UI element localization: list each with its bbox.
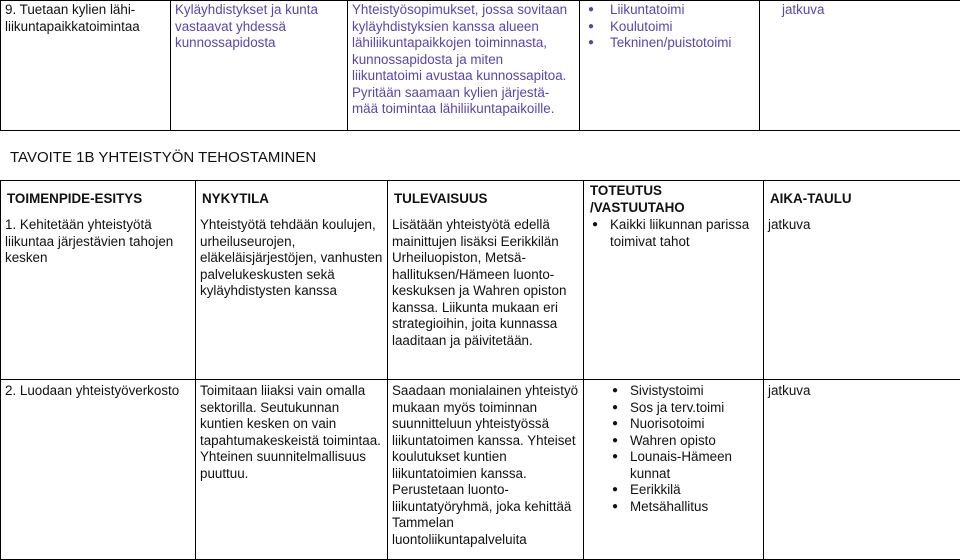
list-item: ● Wahren opisto [608,433,759,450]
measure-cell [1,380,196,560]
responsible-list [584,2,755,52]
schedule-cell [764,380,960,560]
column-header: TOIMENPIDE-ESITYS [1,181,196,217]
column-header: TOTEUTUS /VASTUUTAHO [584,181,764,217]
table-row [1,380,960,560]
list-item: ● Lounais-Hämeen kunnat [608,449,759,482]
current-state-cell [196,216,388,380]
responsible-list [588,217,759,250]
measure-cell [1,216,196,380]
list-item: ● Sos ja terv.toimi [608,400,759,417]
future-text: Saadaan monialainen yhteistyö mukaan myös toiminnan suunnitteluun yhteistyössä liikuntatoimen kanssa. Yhteiset koulutukset kuntien liikuntatoimien kanssa. Perustetaan luonto-liikuntatyöryhmä, joka kehittää Tammelan luontoliikuntapalveluita [392,383,578,547]
list-item: ● Tekninen/puistotoimi [588,35,755,52]
measure-text: 9. Tuetaan kylien lähi-liikuntapaikkatoimintaa [5,2,140,34]
list-item: ● Koulutoimi [588,19,755,36]
current-state-cell [196,380,388,560]
responsible-cell [584,216,764,380]
list-item: ● Metsähallitus [608,499,759,516]
goal-heading: TAVOITE 1B YHTEISTYÖN TEHOSTAMINEN [10,150,316,167]
future-text: Lisätään yhteistyötä edellä mainittujen lisäksi Eerikkilän Urheiluopiston, Metsä-hallituksen/Hämeen luonto-keskuksen ja Wahren opiston kanssa. Liikunta mukaan eri strategioihin, joita kunnassa laaditaan ja päivitetään. [392,217,566,348]
current-state-cell [171,1,348,131]
current-state-text: Yhteistyötä tehdään koulujen, urheiluseurojen, eläkeläisjärjestöjen, vanhusten palvelukeskusten sekä kyläyhdistysten kanssa [200,217,382,298]
schedule-text: jatkuva [782,2,824,17]
schedule-cell [764,216,960,380]
previous-goal-table [0,0,960,131]
schedule-text: jatkuva [768,383,810,398]
measure-cell [1,1,171,131]
goal-table [0,180,960,560]
column-header: NYKYTILA [196,181,388,217]
list-item: ● Nuorisotoimi [608,416,759,433]
schedule-text: jatkuva [768,217,810,232]
column-header: TULEVAISUUS [388,181,584,217]
current-state-text: Kyläyhdistykset ja kunta vastaavat yhdessä kunnossapidosta [175,2,318,50]
measure-text: 2. Luodaan yhteistyöverkosto [5,383,179,398]
future-cell [388,216,584,380]
schedule-cell [760,1,960,131]
table-row [1,216,960,380]
future-cell [348,1,580,131]
list-item: ● Eerikkilä [608,482,759,499]
responsible-cell [584,380,764,560]
column-header: AIKA-TAULU [764,181,960,217]
header-row [1,181,960,217]
measure-text: 1. Kehitetään yhteistyötä liikuntaa järjestävien tahojen kesken [5,217,173,265]
table-row [1,1,960,131]
responsible-list [588,383,759,515]
future-cell [388,380,584,560]
list-item: ● Sivistystoimi [608,383,759,400]
list-item: ● Kaikki liikunnan parissa toimivat tahot [588,217,759,250]
responsible-cell [580,1,760,131]
list-item: ● Liikuntatoimi [588,2,755,19]
future-text: Yhteistyösopimukset, jossa sovitaan kyläyhdistyksien kanssa alueen lähiliikuntapaikkojen toiminnasta, kunnossapidosta ja miten liikuntatoimi avustaa kunnossapitoa. Pyritään saamaan kylien järjestä-mää toimintaa lähiliikuntapaikoille. [352,2,567,116]
current-state-text: Toimitaan liiaksi vain omalla sektorilla. Seutukunnan kuntien kesken on vain tapahtumakeskeistä toimintaa. Yhteinen suunnitelmallisuus puuttuu. [200,383,381,481]
